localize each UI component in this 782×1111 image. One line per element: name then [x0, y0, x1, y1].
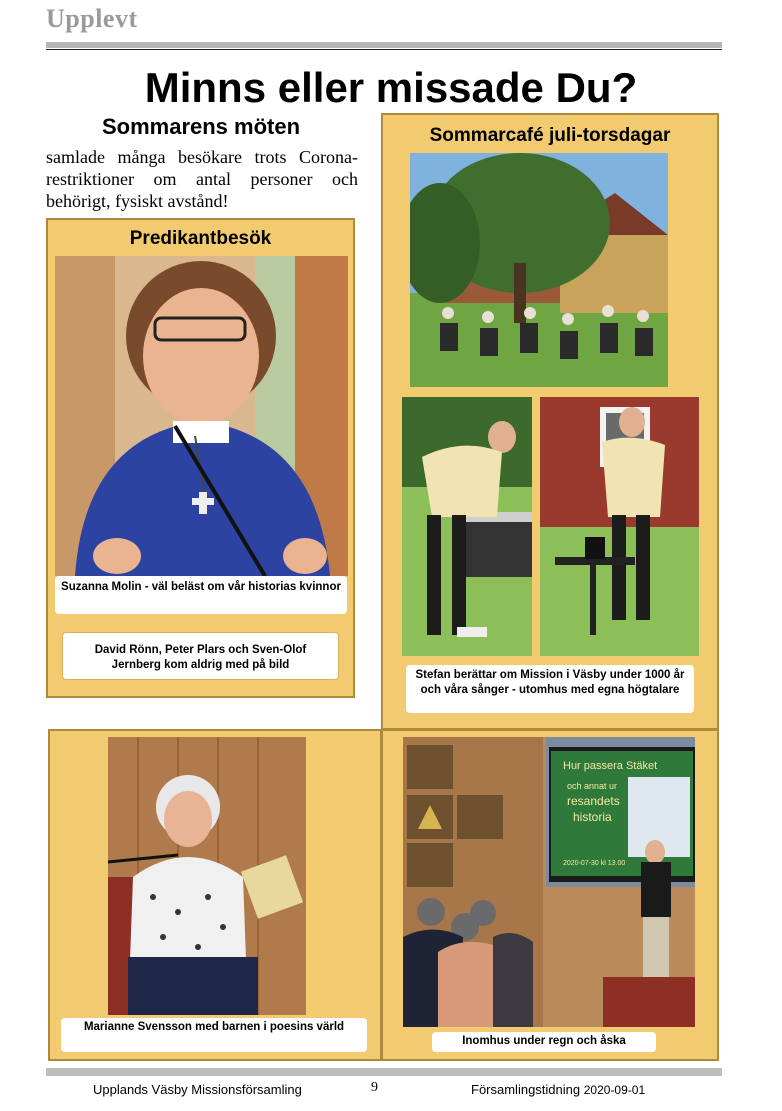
footer-publication-label: Församlingstidning: [471, 1082, 581, 1097]
preacher-photo: [55, 256, 348, 576]
inomhus-photo: [403, 737, 695, 1027]
predikant-caption-2: David Rönn, Peter Plars och Sven-Olof Jernberg kom aldrig med på bild: [62, 632, 339, 680]
footer-org: Upplands Väsby Missionsförsamling: [93, 1082, 302, 1097]
header-rule: [46, 42, 722, 48]
screen-title: Hur passera Stäket: [563, 760, 658, 772]
intro-heading: Sommarens möten: [101, 114, 301, 139]
marianne-caption: Marianne Svensson med barnen i poesins värld: [61, 1018, 367, 1052]
footer-publication: [471, 1082, 645, 1097]
marianne-photo: [108, 737, 306, 1015]
footer-publication-date: 2020-09-01: [583, 1083, 646, 1097]
stefan-photo-left: [402, 397, 532, 656]
header-rule-line: [46, 49, 722, 50]
screen-line-3: resandets: [567, 794, 620, 808]
page-headline: Minns eller missade Du?: [144, 64, 638, 111]
screen-line-4: historia: [573, 810, 612, 824]
cafe-title: Sommarcafé juli-torsdagar: [429, 125, 671, 146]
footer-page-number: 9: [371, 1080, 378, 1095]
cafe-caption: Stefan berättar om Mission i Väsby under 1000 år och våra sånger - utomhus med egna högtalare: [406, 665, 694, 713]
cafe-garden-photo: [410, 153, 668, 387]
footer-rule: [46, 1068, 722, 1076]
predikant-title: Predikantbesök: [129, 228, 272, 249]
stefan-photo-right: [540, 397, 699, 656]
intro-text: samlade många besökare trots Corona-restriktioner om antal personer och behörigt, fysiskt avstånd!: [46, 147, 358, 211]
screen-line-2: och annat ur: [567, 781, 618, 791]
screen-date: 2020-07-30 kl 13.00: [563, 860, 626, 867]
section-label: Upplevt: [46, 4, 138, 33]
inomhus-caption: Inomhus under regn och åska: [432, 1032, 656, 1052]
predikant-caption-1: Suzanna Molin - väl beläst om vår historias kvinnor: [55, 576, 347, 614]
